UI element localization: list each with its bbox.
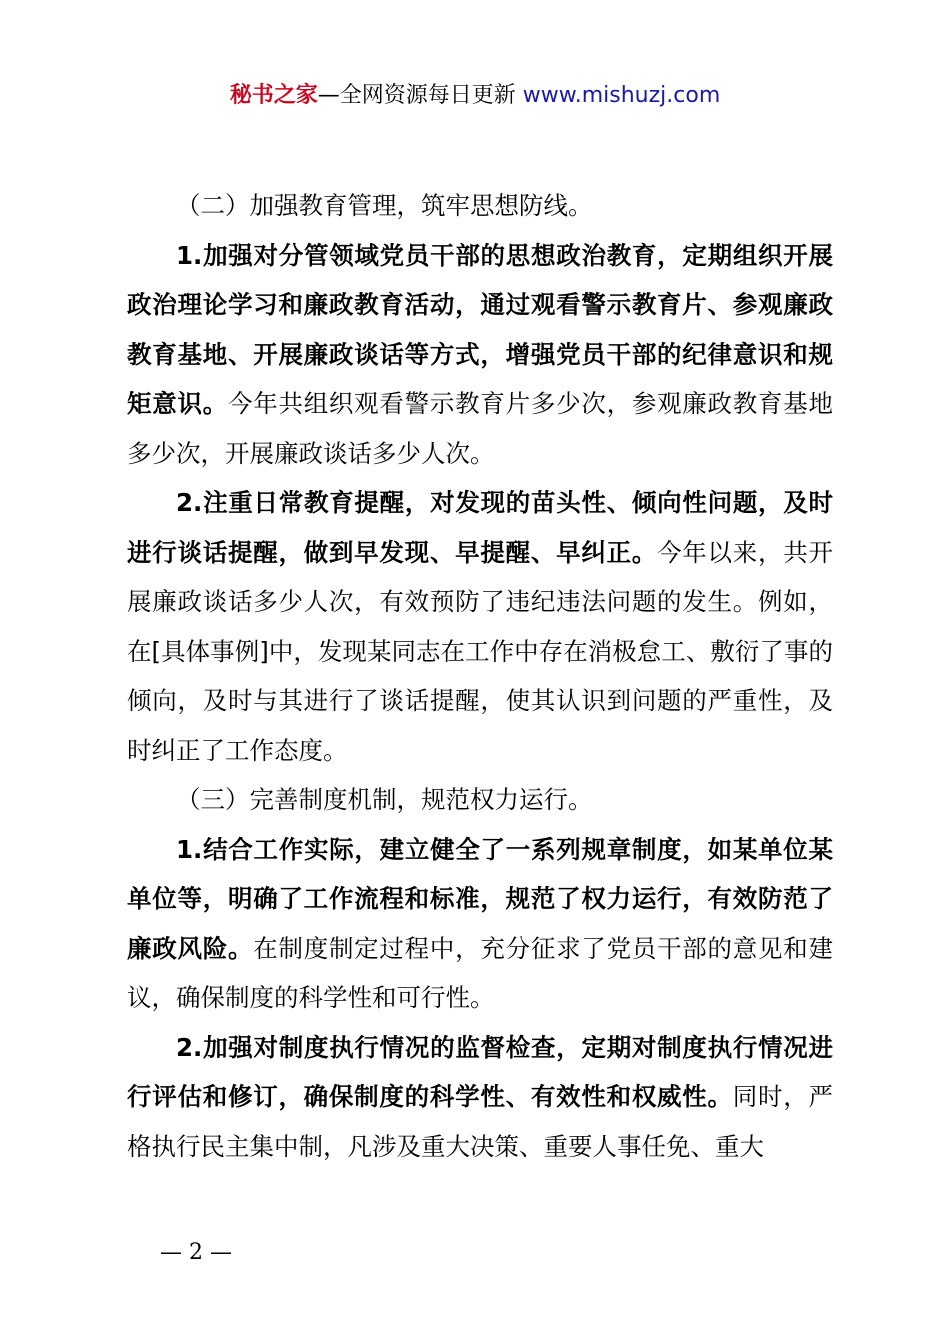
paragraph-bold-lead: 2.加强对制度执行情况的监督检查，定期对制度执行情况进行评估和修订，确保制度的科学性、有效性和权威性。 bbox=[127, 1032, 833, 1111]
brand-name: 秘书之家 bbox=[229, 83, 318, 108]
paragraph-bold-lead: 2.注重日常教育提醒，对发现的苗头性、倾向性问题，及时进行谈话提醒，做到早发现、早提醒、早纠正。 bbox=[127, 488, 833, 567]
site-header bbox=[0, 80, 950, 112]
paragraph bbox=[127, 231, 833, 479]
paragraph bbox=[127, 825, 833, 1023]
section-heading: （三）完善制度机制，规范权力运行。 bbox=[176, 785, 593, 814]
document-body bbox=[127, 181, 833, 1171]
paragraph-text: 今年以来，共开展廉政谈话多少人次，有效预防了违纪违法问题的发生。例如，在[具体事例]中，发现某同志在工作中存在消极怠工、敷衍了事的倾向，及时与其进行了谈话提醒，使其认识到问题的严重性，及时纠正了工作态度。 bbox=[127, 537, 834, 765]
page-number: — 2 — bbox=[160, 1240, 232, 1265]
site-url[interactable]: www.mishuzj.com bbox=[522, 83, 721, 108]
paragraph-bold-lead: 1.加强对分管领域党员干部的思想政治教育，定期组织开展政治理论学习和廉政教育活动，通过观看警示教育片、参观廉政教育基地、开展廉政谈话等方式，增强党员干部的纪律意识和规矩意识。 bbox=[127, 240, 833, 418]
paragraph-text: 今年共组织观看警示教育片多少次，参观廉政教育基地多少次，开展廉政谈话多少人次。 bbox=[127, 389, 834, 468]
paragraph bbox=[127, 478, 833, 775]
paragraph-bold-lead: 1.结合工作实际，建立健全了一系列规章制度，如某单位某单位等，明确了工作流程和标准，规范了权力运行，有效防范了廉政风险。 bbox=[127, 834, 833, 963]
paragraph bbox=[127, 1023, 833, 1172]
section-heading: （二）加强教育管理，筑牢思想防线。 bbox=[176, 191, 593, 220]
paragraph-text: 同时，严格执行民主集中制，凡涉及重大决策、重要人事任免、重大 bbox=[127, 1082, 834, 1161]
header-tagline: —全网资源每日更新 bbox=[317, 83, 523, 108]
paragraph-text: 在制度制定过程中，充分征求了党员干部的意见和建议，确保制度的科学性和可行性。 bbox=[127, 933, 834, 1012]
